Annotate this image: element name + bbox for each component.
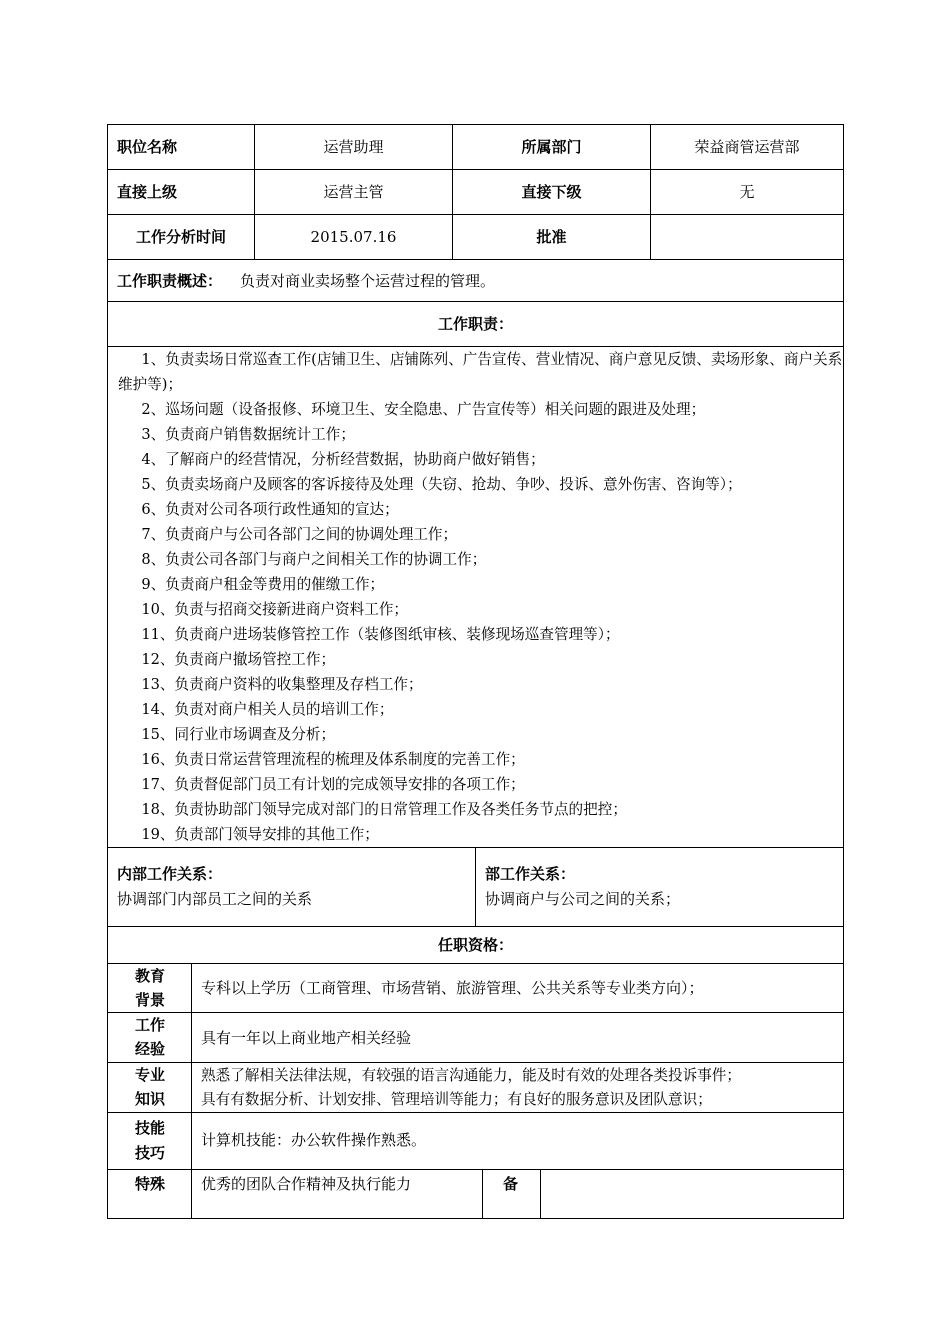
external-relation-cell bbox=[475, 847, 844, 927]
duty-item: 4、了解商户的经营情况，分析经营数据，协助商户做好销售； bbox=[141, 451, 545, 468]
position-value: 运营助理 bbox=[323, 138, 384, 156]
knowledge-label-cell bbox=[107, 1062, 192, 1113]
knowledge-value-cell bbox=[191, 1062, 844, 1113]
knowledge-text-line2: 具有有数据分析、计划安排、管理培训等能力；有良好的服务意识及团队意识； bbox=[201, 1091, 712, 1108]
experience-value-cell bbox=[191, 1012, 844, 1063]
internal-relation-cell bbox=[107, 847, 476, 927]
duty-item: 1、负责卖场日常巡查工作(店铺卫生、店铺陈列、广告宣传、营业情况、商户意见反馈、卖场形象、商户关系维护等)； bbox=[118, 351, 843, 393]
approval-value-cell bbox=[650, 214, 844, 260]
dept-value-cell bbox=[650, 124, 844, 170]
subordinate-value: 无 bbox=[739, 183, 755, 201]
duty-item: 16、负责日常运营管理流程的梳理及体系制度的完善工作； bbox=[141, 751, 525, 768]
duty-item: 5、负责卖场商户及顾客的客诉接待及处理（失窃、抢劫、争吵、投诉、意外伤害、咨询等）； bbox=[141, 476, 742, 493]
position-label-cell bbox=[107, 124, 255, 170]
superior-label: 直接上级 bbox=[117, 183, 178, 201]
duty-item: 13、负责商户资料的收集整理及存档工作； bbox=[141, 676, 423, 693]
internal-relation-text: 协调部门内部员工之间的关系 bbox=[117, 890, 313, 908]
duty-item: 17、负责督促部门员工有计划的完成领导安排的各项工作； bbox=[141, 776, 525, 793]
duty-item: 19、负责部门领导安排的其他工作； bbox=[141, 826, 379, 843]
remark-value-cell bbox=[540, 1169, 844, 1219]
skills-label-line1: 技能 bbox=[134, 1119, 165, 1137]
internal-relation-label: 内部工作关系： bbox=[117, 865, 223, 883]
duty-item: 15、同行业市场调查及分析； bbox=[141, 726, 336, 743]
skills-text: 计算机技能：办公软件操作熟悉。 bbox=[201, 1131, 427, 1149]
duty-item: 6、负责对公司各项行政性通知的宣达； bbox=[141, 501, 399, 518]
dept-label: 所属部门 bbox=[521, 138, 582, 156]
superior-value: 运营主管 bbox=[323, 183, 384, 201]
experience-text: 具有一年以上商业地产相关经验 bbox=[201, 1029, 412, 1047]
special-label-cell bbox=[107, 1169, 192, 1219]
duty-item: 18、负责协助部门领导完成对部门的日常管理工作及各类任务节点的把控； bbox=[141, 801, 627, 818]
remark-label-cell bbox=[482, 1169, 541, 1219]
position-value-cell bbox=[254, 124, 453, 170]
summary-text: 负责对商业卖场整个运营过程的管理。 bbox=[240, 272, 496, 290]
summary-row bbox=[107, 259, 844, 302]
education-label-line2: 背景 bbox=[134, 991, 165, 1009]
experience-label-line1: 工作 bbox=[134, 1016, 165, 1034]
duty-item: 11、负责商户进场装修管控工作（装修图纸审核、装修现场巡查管理等）； bbox=[141, 626, 620, 643]
education-label-cell bbox=[107, 963, 192, 1013]
position-label: 职位名称 bbox=[117, 138, 178, 156]
experience-label-cell bbox=[107, 1012, 192, 1063]
duty-item: 9、负责商户租金等费用的催缴工作； bbox=[141, 576, 385, 593]
approval-label-cell bbox=[452, 214, 651, 260]
qualifications-title-row bbox=[107, 926, 844, 964]
duty-item: 2、巡场问题（设备报修、环境卫生、安全隐患、广告宣传等）相关问题的跟进及处理； bbox=[141, 401, 706, 418]
subordinate-label: 直接下级 bbox=[521, 183, 582, 201]
summary-label: 工作职责概述： bbox=[117, 272, 223, 290]
skills-value-cell bbox=[191, 1112, 844, 1170]
analysis-time-label-cell bbox=[107, 214, 255, 260]
knowledge-label-line2: 知识 bbox=[134, 1090, 165, 1108]
duties-title-row bbox=[107, 301, 844, 347]
external-relation-label: 部工作关系： bbox=[485, 865, 576, 883]
external-relation-text: 协调商户与公司之间的关系； bbox=[485, 890, 681, 908]
special-text: 优秀的团队合作精神及执行能力 bbox=[201, 1175, 412, 1193]
knowledge-text-line1: 熟悉了解相关法律法规，有较强的语言沟通能力，能及时有效的处理各类投诉事件； bbox=[201, 1067, 741, 1084]
education-text: 专科以上学历（工商管理、市场营销、旅游管理、公共关系等专业类方向）； bbox=[201, 979, 704, 997]
duty-item: 3、负责商户销售数据统计工作； bbox=[141, 426, 355, 443]
subordinate-value-cell bbox=[650, 169, 844, 215]
special-label: 特殊 bbox=[134, 1175, 165, 1193]
duties-list bbox=[118, 347, 843, 847]
superior-label-cell bbox=[107, 169, 255, 215]
education-value-cell bbox=[191, 963, 844, 1013]
dept-value: 荣益商管运营部 bbox=[694, 138, 800, 156]
remark-label: 备 bbox=[503, 1175, 519, 1193]
duties-list-cell bbox=[107, 346, 844, 848]
duty-item: 10、负责与招商交接新进商户资料工作； bbox=[141, 601, 409, 618]
experience-label-line2: 经验 bbox=[134, 1040, 165, 1058]
knowledge-label-line1: 专业 bbox=[134, 1066, 165, 1084]
dept-label-cell bbox=[452, 124, 651, 170]
duties-title: 工作职责： bbox=[437, 315, 513, 333]
skills-label-cell bbox=[107, 1112, 192, 1170]
duty-item: 7、负责商户与公司各部门之间的协调处理工作； bbox=[141, 526, 458, 543]
duty-item: 8、负责公司各部门与商户之间相关工作的协调工作； bbox=[141, 551, 487, 568]
analysis-time-value: 2015.07.16 bbox=[310, 228, 397, 246]
qualifications-title: 任职资格： bbox=[437, 936, 513, 954]
duty-item: 12、负责商户撤场管控工作； bbox=[141, 651, 336, 668]
special-value-cell bbox=[191, 1169, 483, 1219]
education-label-line1: 教育 bbox=[134, 967, 165, 985]
skills-label-line2: 技巧 bbox=[134, 1144, 165, 1162]
analysis-time-value-cell bbox=[254, 214, 453, 260]
duty-item: 14、负责对商户相关人员的培训工作； bbox=[141, 701, 394, 718]
subordinate-label-cell bbox=[452, 169, 651, 215]
superior-value-cell bbox=[254, 169, 453, 215]
analysis-time-label: 工作分析时间 bbox=[135, 228, 226, 246]
approval-label: 批准 bbox=[536, 228, 567, 246]
